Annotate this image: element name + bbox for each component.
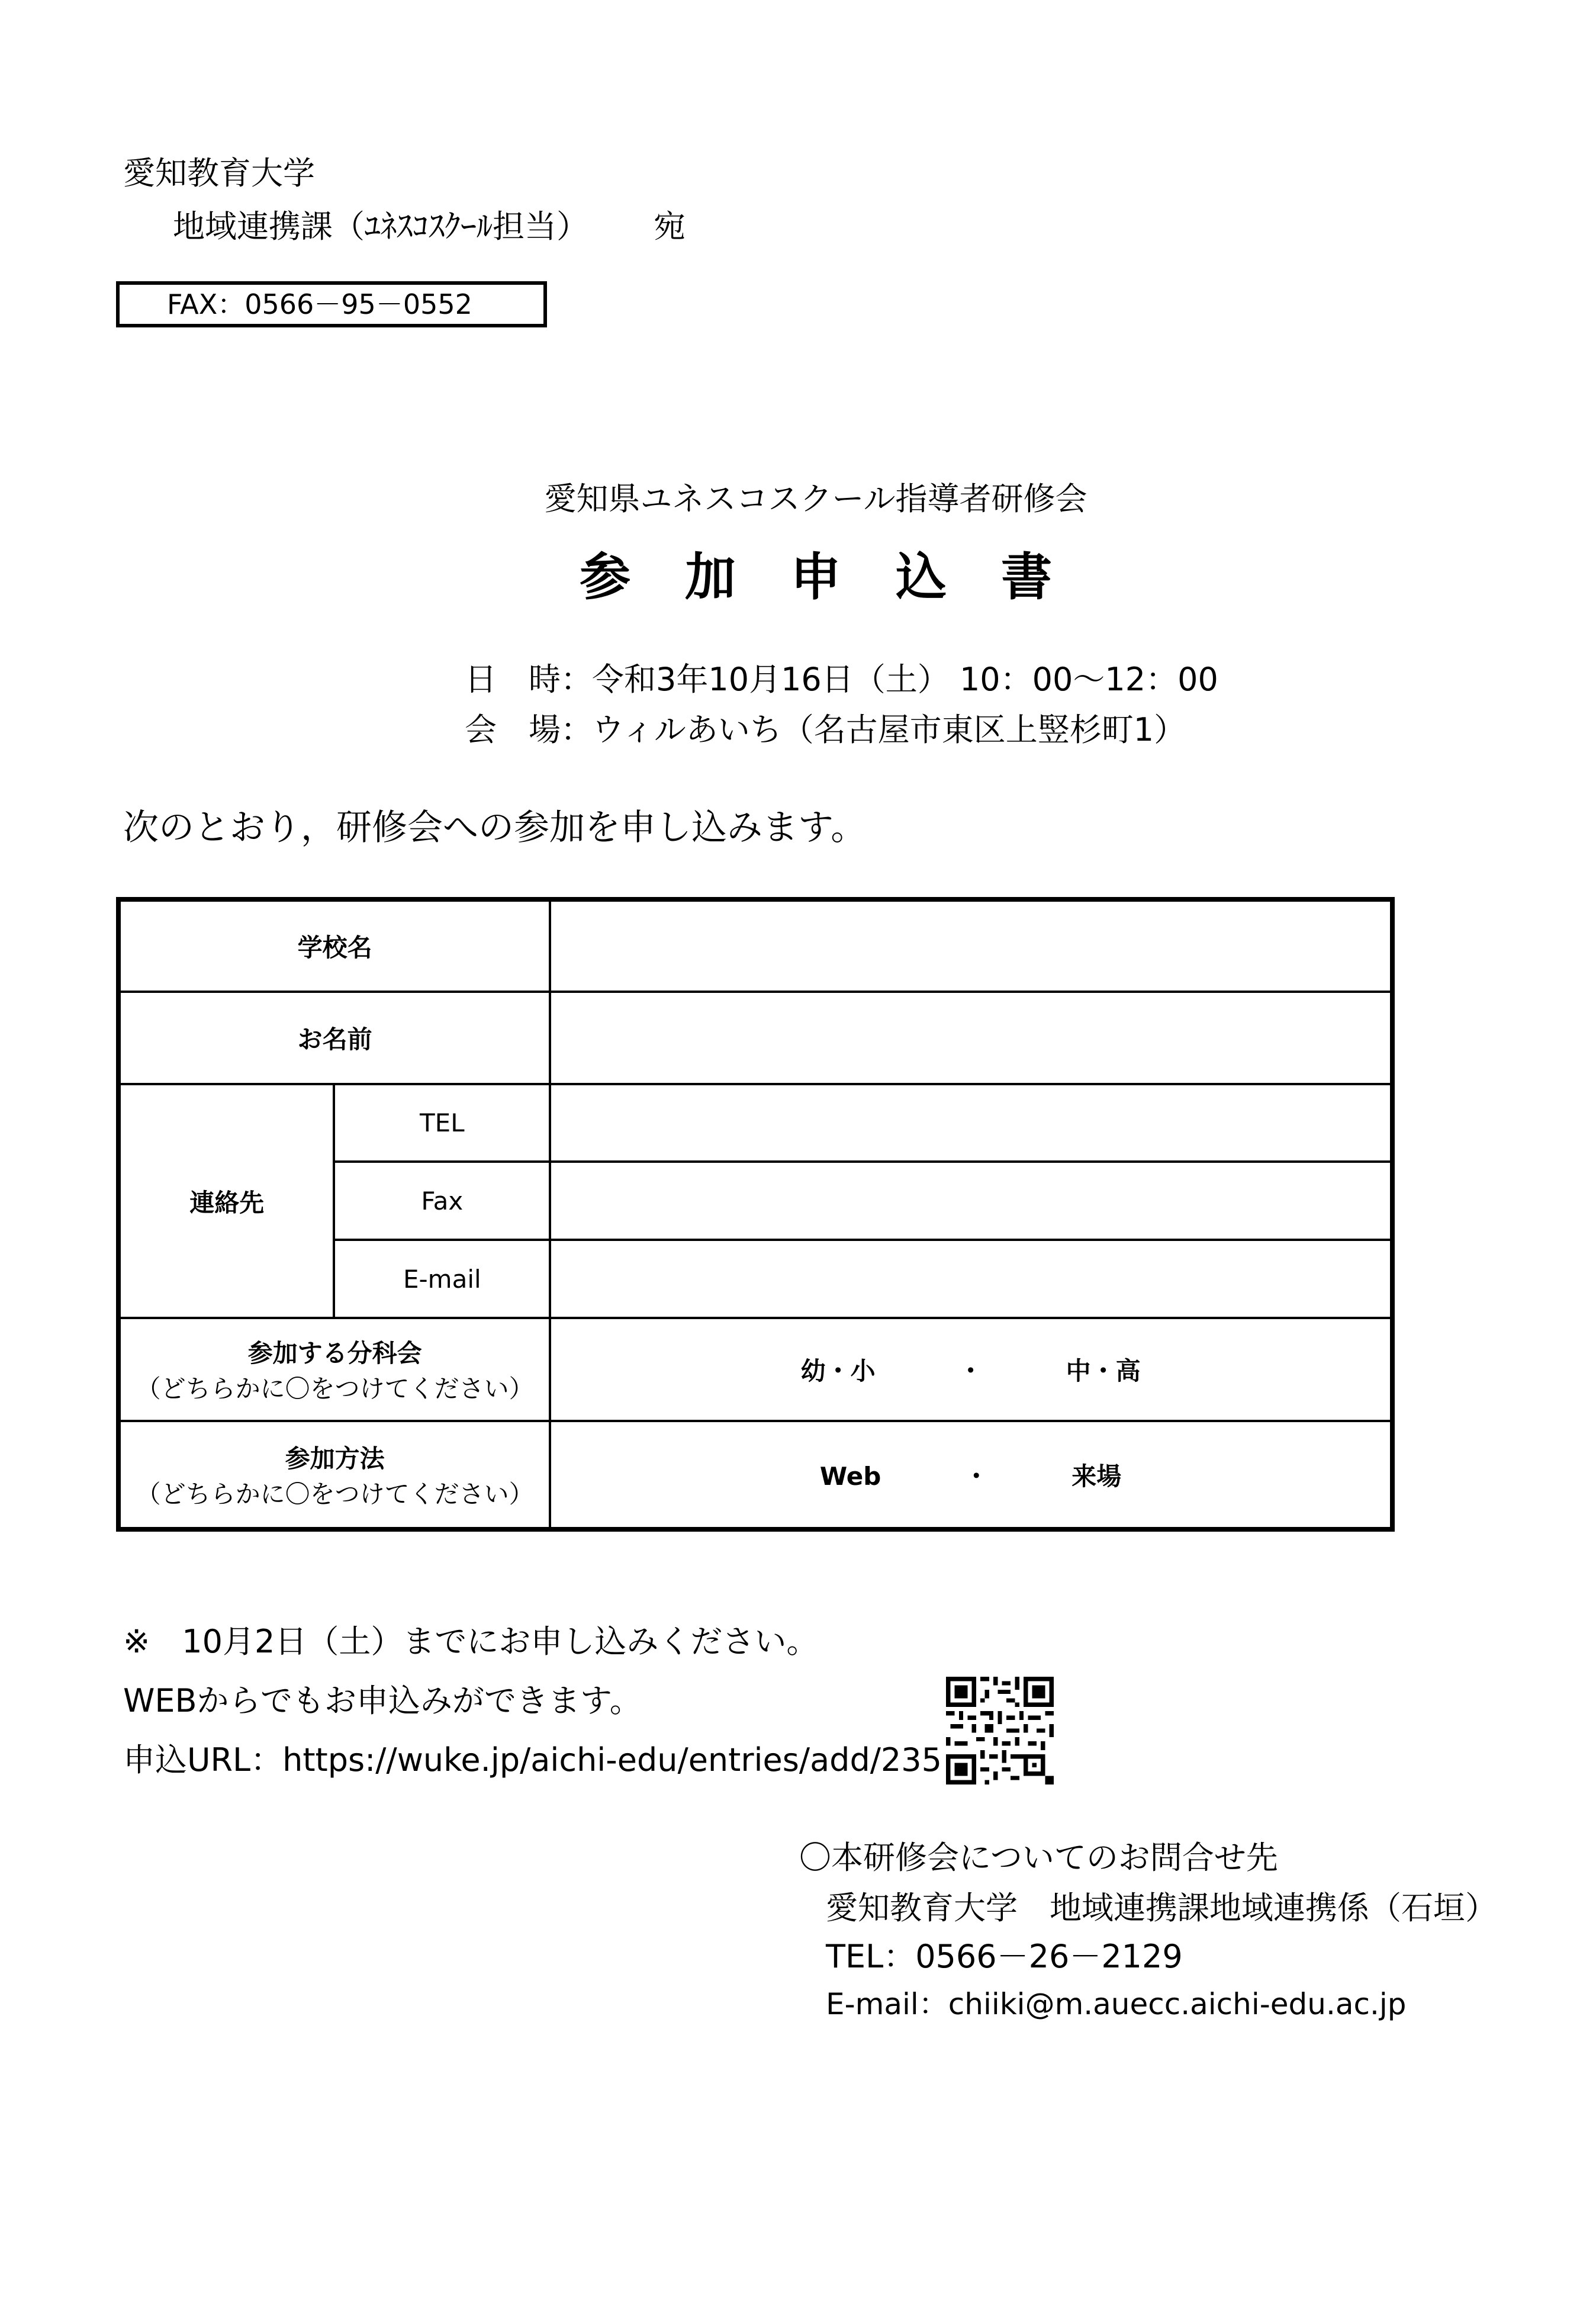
title-char: 参 — [580, 548, 630, 607]
method-options — [550, 1421, 1392, 1529]
venue-label: 会 場： — [465, 711, 593, 748]
application-form-table — [116, 897, 1395, 1532]
separator-dot: ・ — [964, 1461, 989, 1491]
date-value: 令和3年10月16日（土） 10：00～12：00 — [592, 661, 1218, 698]
venue-value: ウィルあいち（名古屋市東区上竪杉町1） — [592, 711, 1186, 748]
contact-label: 連絡先 — [118, 1084, 334, 1318]
event-name: 愛知県ユネスコスクール指導者研修会 — [544, 480, 1087, 517]
contact-office: 愛知教育大学 地域連携課地域連携係（石垣） — [826, 1889, 1497, 1927]
method-label: 参加方法 — [285, 1443, 385, 1473]
session-options — [550, 1318, 1392, 1421]
contact-tel: TEL：0566－26－2129 — [826, 1938, 1183, 1975]
page-title — [0, 536, 1596, 609]
separator-dot: ・ — [958, 1356, 983, 1385]
addressee-university: 愛知教育大学 — [123, 155, 315, 192]
method-cell — [118, 1421, 550, 1529]
schedule-date — [465, 654, 1218, 700]
title-char: 込 — [896, 548, 947, 607]
title-char: 加 — [685, 548, 736, 607]
your-name-field[interactable] — [550, 992, 1392, 1084]
addressee-suffix: 宛 — [654, 208, 686, 245]
session-option-junior-senior-high[interactable]: 中・高 — [1066, 1356, 1141, 1385]
title-char: 申 — [790, 548, 841, 607]
qr-code-icon — [946, 1677, 1054, 1784]
fax-label: Fax — [334, 1162, 550, 1240]
method-option-onsite[interactable]: 来場 — [1071, 1461, 1122, 1491]
email-label: E-mail — [334, 1240, 550, 1318]
tel-label: TEL — [334, 1084, 550, 1162]
title-char: 書 — [1001, 548, 1052, 607]
department-name: 地域連携課（ﾕﾈｽｺｽｸｰﾙ担当） — [173, 208, 588, 245]
schedule-venue — [465, 705, 1186, 750]
web-apply-note: WEBからでもお申込みができます。 — [123, 1682, 642, 1719]
addressee-department — [173, 201, 686, 247]
method-note: （どちらかに〇をつけてください） — [136, 1479, 534, 1509]
contact-heading: 〇本研修会についてのお問合せ先 — [799, 1839, 1278, 1876]
contact-email[interactable]: E-mail：chiiki@m.auecc.aichi-edu.ac.jp — [826, 1987, 1407, 2021]
session-cell — [118, 1318, 550, 1421]
school-name-label: 学校名 — [118, 899, 550, 992]
fax-number-box: FAX：0566－95－0552 — [116, 281, 547, 327]
lead-text: 次のとおり，研修会への参加を申し込みます。 — [123, 807, 867, 848]
session-note: （どちらかに〇をつけてください） — [136, 1374, 534, 1403]
fax-field[interactable] — [550, 1162, 1392, 1240]
your-name-label: お名前 — [118, 992, 550, 1084]
school-name-field[interactable] — [550, 899, 1392, 992]
session-label: 参加する分科会 — [247, 1339, 422, 1368]
date-label: 日 時： — [465, 661, 593, 698]
application-url[interactable]: 申込URL：https://wuke.jp/aichi-edu/entries/add/235 — [123, 1741, 942, 1779]
tel-field[interactable] — [550, 1084, 1392, 1162]
deadline-note: ※ 10月2日（土）までにお申し込みください。 — [123, 1623, 819, 1660]
email-field[interactable] — [550, 1240, 1392, 1318]
session-option-kindergarten-elementary[interactable]: 幼・小 — [800, 1356, 876, 1385]
method-option-web[interactable]: Web — [819, 1461, 881, 1491]
